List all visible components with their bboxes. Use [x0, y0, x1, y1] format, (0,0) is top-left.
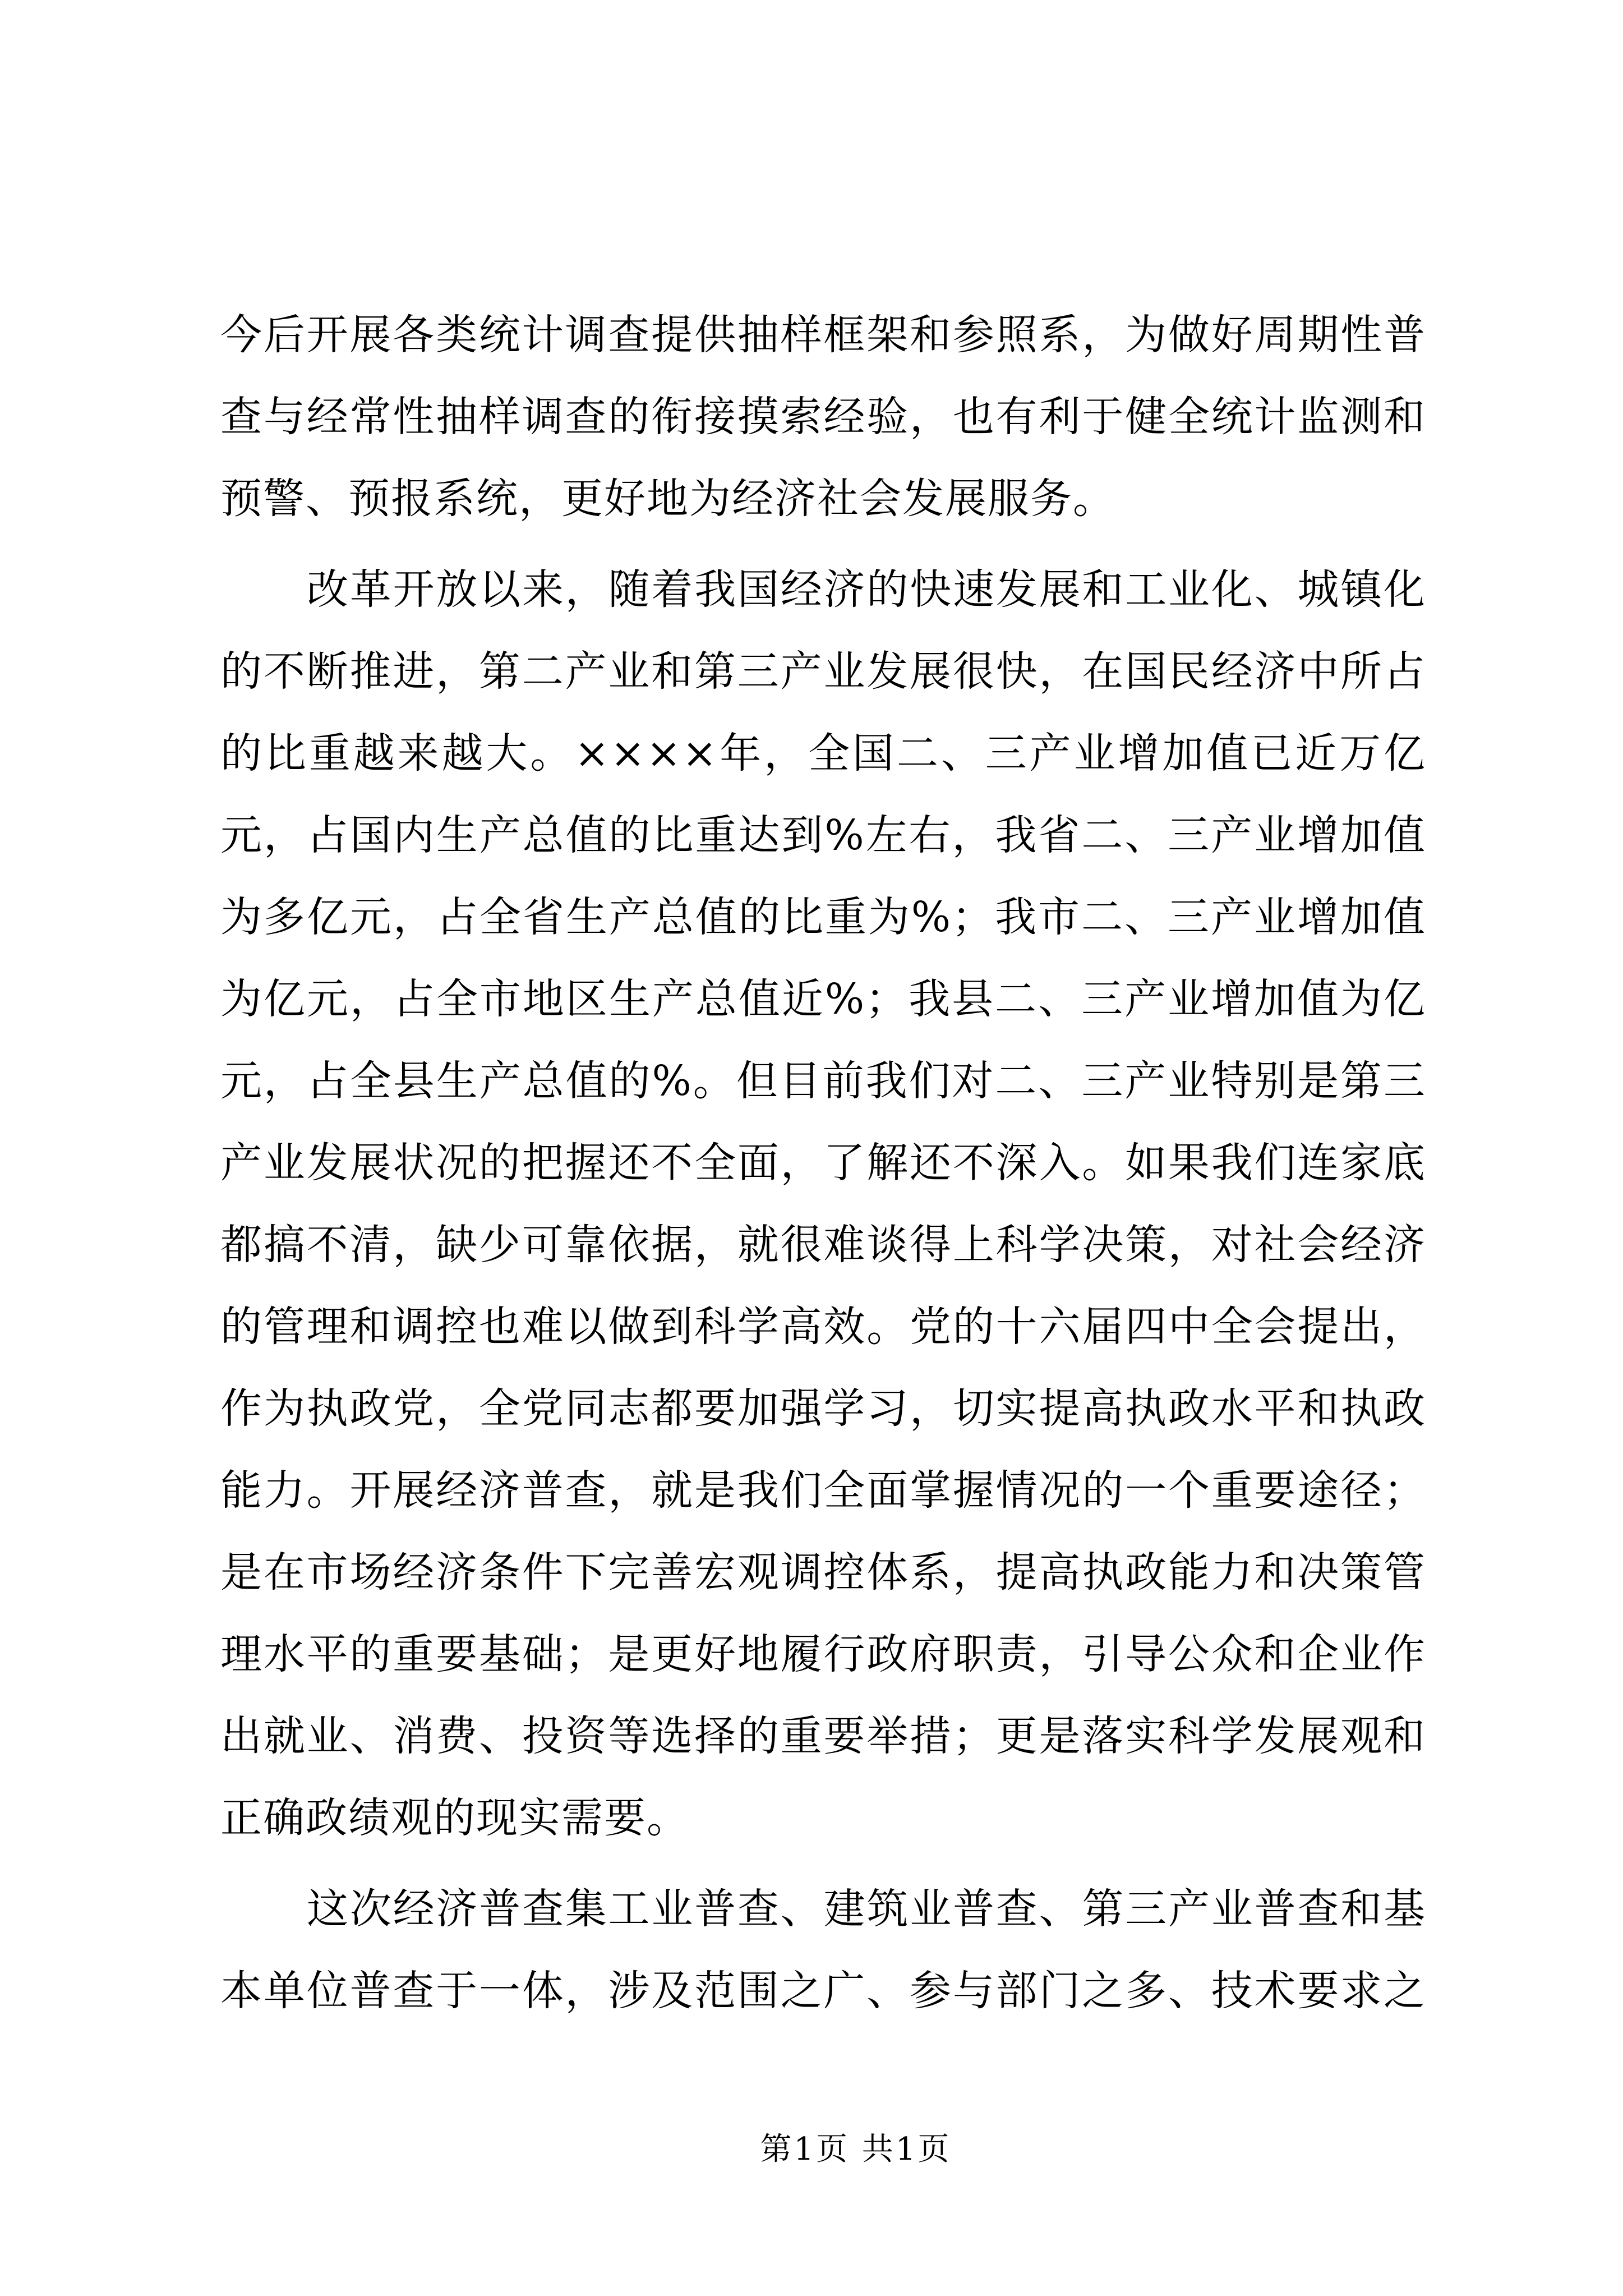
- text-line: 的比重越来越大。××××年，全国二、三产业增加值已近万亿: [220, 729, 1426, 777]
- text-line: 的管理和调控也难以做到科学高效。党的十六届四中全会提出，: [220, 1303, 1426, 1351]
- text-line: 查与经常性抽样调查的衔接摸索经验，也有利于健全统计监测和: [220, 393, 1426, 441]
- text-line: 是在市场经济条件下完善宏观调控体系，提高执政能力和决策管: [220, 1548, 1426, 1596]
- text-line: 为亿元，占全市地区生产总值近%；我县二、三产业增加值为亿: [220, 975, 1426, 1023]
- text-line: 为多亿元，占全省生产总值的比重为%；我市二、三产业增加值: [220, 893, 1426, 941]
- text-line: 的不断推进，第二产业和第三产业发展很快，在国民经济中所占: [220, 647, 1426, 696]
- text-line: 这次经济普查集工业普查、建筑业普查、第三产业普查和基: [307, 1885, 1426, 1933]
- paragraph-2: [220, 549, 1426, 1859]
- text-line: 能力。开展经济普查，就是我们全面掌握情况的一个重要途径；: [220, 1466, 1426, 1515]
- text-line: 元，占国内生产总值的比重达到%左右，我省二、三产业增加值: [220, 811, 1426, 859]
- text-line: 本单位普查于一体，涉及范围之广、参与部门之多、技术要求之: [220, 1967, 1426, 2015]
- text-line: 今后开展各类统计调查提供抽样框架和参照系，为做好周期性普: [220, 311, 1426, 359]
- page-footer: 第1页 共1页: [760, 2131, 952, 2168]
- text-line: 正确政绩观的现实需要。: [220, 1794, 689, 1842]
- text-line: 出就业、消费、投资等选择的重要举措；更是落实科学发展观和: [220, 1712, 1426, 1760]
- text-line: 预警、预报系统，更好地为经济社会发展服务。: [220, 475, 1115, 523]
- text-line: 改革开放以来，随着我国经济的快速发展和工业化、城镇化: [307, 565, 1426, 614]
- body-text: [220, 294, 1426, 2041]
- text-line: 元，占全县生产总值的%。但目前我们对二、三产业特别是第三: [220, 1057, 1426, 1105]
- paragraph-3: [220, 1868, 1426, 2032]
- text-line: 都搞不清，缺少可靠依据，就很难谈得上科学决策，对社会经济: [220, 1221, 1426, 1269]
- text-line: 理水平的重要基础；是更好地履行政府职责，引导公众和企业作: [220, 1630, 1426, 1678]
- text-line: 作为执政党，全党同志都要加强学习，切实提高执政水平和执政: [220, 1384, 1426, 1433]
- text-line: 产业发展状况的把握还不全面，了解还不深入。如果我们连家底: [220, 1139, 1426, 1187]
- paragraph-1: [220, 294, 1426, 540]
